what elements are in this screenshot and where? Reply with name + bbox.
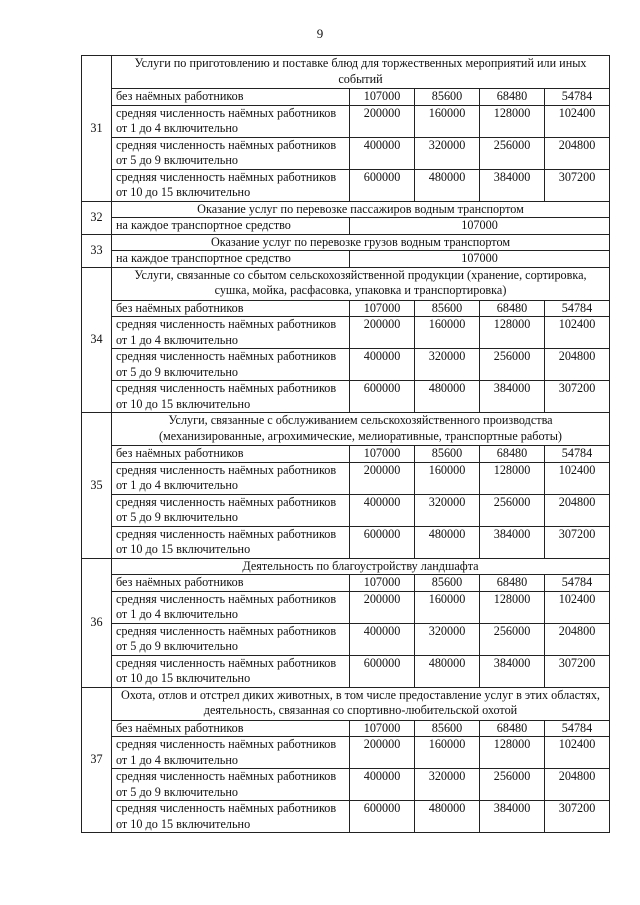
row-value: 160000 bbox=[415, 462, 480, 494]
row-value: 107000 bbox=[350, 720, 415, 737]
row-value: 85600 bbox=[415, 575, 480, 592]
row-value: 160000 bbox=[415, 105, 480, 137]
table-row bbox=[82, 169, 610, 201]
row-value: 307200 bbox=[545, 655, 610, 687]
table-row bbox=[82, 655, 610, 687]
row-value: 160000 bbox=[415, 737, 480, 769]
section-title: Оказание услуг по перевозке пассажиров водным транспортом bbox=[112, 201, 610, 218]
row-value: 68480 bbox=[480, 300, 545, 317]
row-value: 384000 bbox=[480, 526, 545, 558]
row-value: 68480 bbox=[480, 720, 545, 737]
row-value: 384000 bbox=[480, 169, 545, 201]
row-value: 400000 bbox=[350, 349, 415, 381]
table-row bbox=[82, 526, 610, 558]
row-value: 600000 bbox=[350, 169, 415, 201]
table-row bbox=[82, 737, 610, 769]
section-number: 33 bbox=[82, 234, 112, 267]
row-value: 54784 bbox=[545, 446, 610, 463]
row-label: средняя численность наёмных работников от 10 до 15 включительно bbox=[112, 381, 350, 413]
table-row bbox=[82, 801, 610, 833]
section-title-row bbox=[82, 558, 610, 575]
row-value: 200000 bbox=[350, 317, 415, 349]
row-value: 256000 bbox=[480, 769, 545, 801]
section-title-row bbox=[82, 201, 610, 218]
row-value: 320000 bbox=[415, 769, 480, 801]
row-label: средняя численность наёмных работников от 5 до 9 включительно bbox=[112, 769, 350, 801]
row-value: 68480 bbox=[480, 575, 545, 592]
row-value: 600000 bbox=[350, 655, 415, 687]
row-value: 320000 bbox=[415, 137, 480, 169]
table-row bbox=[82, 381, 610, 413]
row-label: средняя численность наёмных работников от 1 до 4 включительно bbox=[112, 105, 350, 137]
row-label: средняя численность наёмных работников от 5 до 9 включительно bbox=[112, 137, 350, 169]
section-title-row bbox=[82, 56, 610, 89]
row-value: 400000 bbox=[350, 623, 415, 655]
row-value: 307200 bbox=[545, 169, 610, 201]
section-title-row bbox=[82, 267, 610, 300]
row-value: 204800 bbox=[545, 494, 610, 526]
section-title: Оказание услуг по перевозке грузов водным транспортом bbox=[112, 234, 610, 251]
table-row bbox=[82, 462, 610, 494]
row-value: 480000 bbox=[415, 801, 480, 833]
table-row bbox=[82, 494, 610, 526]
row-value: 102400 bbox=[545, 317, 610, 349]
row-label: без наёмных работников bbox=[112, 720, 350, 737]
row-value: 68480 bbox=[480, 446, 545, 463]
row-value: 307200 bbox=[545, 381, 610, 413]
section-number: 31 bbox=[82, 56, 112, 202]
row-value: 307200 bbox=[545, 526, 610, 558]
table-row bbox=[82, 446, 610, 463]
row-value: 107000 bbox=[350, 300, 415, 317]
row-value: 600000 bbox=[350, 526, 415, 558]
row-value: 256000 bbox=[480, 623, 545, 655]
table-row bbox=[82, 623, 610, 655]
row-value: 320000 bbox=[415, 623, 480, 655]
row-label: средняя численность наёмных работников от 10 до 15 включительно bbox=[112, 655, 350, 687]
row-value: 384000 bbox=[480, 381, 545, 413]
row-value: 600000 bbox=[350, 381, 415, 413]
row-value: 320000 bbox=[415, 494, 480, 526]
row-label: средняя численность наёмных работников от 1 до 4 включительно bbox=[112, 591, 350, 623]
section-number: 32 bbox=[82, 201, 112, 234]
row-label: средняя численность наёмных работников от 1 до 4 включительно bbox=[112, 737, 350, 769]
row-value: 107000 bbox=[350, 251, 610, 268]
row-label: средняя численность наёмных работников от 10 до 15 включительно bbox=[112, 801, 350, 833]
row-value: 256000 bbox=[480, 494, 545, 526]
row-value: 160000 bbox=[415, 591, 480, 623]
row-label: на каждое транспортное средство bbox=[112, 251, 350, 268]
table-row bbox=[82, 300, 610, 317]
row-value: 480000 bbox=[415, 526, 480, 558]
table-row bbox=[82, 218, 610, 235]
row-value: 160000 bbox=[415, 317, 480, 349]
row-label: без наёмных работников bbox=[112, 446, 350, 463]
row-value: 85600 bbox=[415, 446, 480, 463]
row-label: средняя численность наёмных работников от 5 до 9 включительно bbox=[112, 623, 350, 655]
row-value: 480000 bbox=[415, 381, 480, 413]
table-row bbox=[82, 349, 610, 381]
section-title-row bbox=[82, 413, 610, 446]
row-value: 107000 bbox=[350, 218, 610, 235]
row-label: на каждое транспортное средство bbox=[112, 218, 350, 235]
row-value: 204800 bbox=[545, 349, 610, 381]
row-value: 204800 bbox=[545, 623, 610, 655]
row-value: 128000 bbox=[480, 462, 545, 494]
table-row bbox=[82, 89, 610, 106]
row-value: 384000 bbox=[480, 655, 545, 687]
table-row bbox=[82, 251, 610, 268]
row-value: 102400 bbox=[545, 105, 610, 137]
row-value: 102400 bbox=[545, 737, 610, 769]
section-title: Услуги по приготовлению и поставке блюд для торжественных мероприятий или иных событий bbox=[112, 56, 610, 89]
table-row bbox=[82, 317, 610, 349]
row-value: 480000 bbox=[415, 655, 480, 687]
section-number: 35 bbox=[82, 413, 112, 559]
row-value: 128000 bbox=[480, 317, 545, 349]
table-row bbox=[82, 137, 610, 169]
row-value: 400000 bbox=[350, 494, 415, 526]
row-value: 200000 bbox=[350, 462, 415, 494]
row-label: средняя численность наёмных работников от 10 до 15 включительно bbox=[112, 169, 350, 201]
row-value: 480000 bbox=[415, 169, 480, 201]
row-value: 68480 bbox=[480, 89, 545, 106]
row-value: 200000 bbox=[350, 591, 415, 623]
row-label: без наёмных работников bbox=[112, 89, 350, 106]
row-value: 107000 bbox=[350, 575, 415, 592]
section-title: Услуги, связанные с обслуживанием сельскохозяйственного производства (механизированные, агрохимические, мелиоративные, транспортные работы) bbox=[112, 413, 610, 446]
row-value: 107000 bbox=[350, 446, 415, 463]
row-value: 85600 bbox=[415, 300, 480, 317]
section-number: 34 bbox=[82, 267, 112, 413]
section-title: Деятельность по благоустройству ландшафта bbox=[112, 558, 610, 575]
table-row bbox=[82, 575, 610, 592]
section-title-row bbox=[82, 687, 610, 720]
row-value: 204800 bbox=[545, 769, 610, 801]
row-label: без наёмных работников bbox=[112, 300, 350, 317]
section-number: 37 bbox=[82, 687, 112, 833]
row-value: 307200 bbox=[545, 801, 610, 833]
tariff-table bbox=[81, 55, 610, 833]
row-value: 54784 bbox=[545, 720, 610, 737]
page-number: 9 bbox=[316, 26, 324, 41]
row-value: 600000 bbox=[350, 801, 415, 833]
row-label: без наёмных работников bbox=[112, 575, 350, 592]
row-value: 128000 bbox=[480, 105, 545, 137]
row-value: 54784 bbox=[545, 575, 610, 592]
row-label: средняя численность наёмных работников от 5 до 9 включительно bbox=[112, 494, 350, 526]
table-row bbox=[82, 591, 610, 623]
row-value: 200000 bbox=[350, 737, 415, 769]
row-value: 54784 bbox=[545, 89, 610, 106]
row-value: 400000 bbox=[350, 769, 415, 801]
row-value: 200000 bbox=[350, 105, 415, 137]
row-value: 320000 bbox=[415, 349, 480, 381]
row-value: 256000 bbox=[480, 349, 545, 381]
row-value: 128000 bbox=[480, 591, 545, 623]
row-value: 54784 bbox=[545, 300, 610, 317]
table-row bbox=[82, 720, 610, 737]
section-number: 36 bbox=[82, 558, 112, 687]
table-row bbox=[82, 105, 610, 137]
row-label: средняя численность наёмных работников от 1 до 4 включительно bbox=[112, 317, 350, 349]
row-label: средняя численность наёмных работников от 1 до 4 включительно bbox=[112, 462, 350, 494]
row-value: 85600 bbox=[415, 720, 480, 737]
row-value: 85600 bbox=[415, 89, 480, 106]
row-label: средняя численность наёмных работников от 10 до 15 включительно bbox=[112, 526, 350, 558]
row-value: 102400 bbox=[545, 591, 610, 623]
row-value: 102400 bbox=[545, 462, 610, 494]
row-value: 107000 bbox=[350, 89, 415, 106]
row-value: 384000 bbox=[480, 801, 545, 833]
section-title-row bbox=[82, 234, 610, 251]
section-title: Услуги, связанные со сбытом сельскохозяйственной продукции (хранение, сортировка, сушка, мойка, расфасовка, упаковка и транспортировка) bbox=[112, 267, 610, 300]
row-label: средняя численность наёмных работников от 5 до 9 включительно bbox=[112, 349, 350, 381]
row-value: 400000 bbox=[350, 137, 415, 169]
table-row bbox=[82, 769, 610, 801]
section-title: Охота, отлов и отстрел диких животных, в том числе предоставление услуг в этих областях, деятельность, связанная со спортивно-любительской охотой bbox=[112, 687, 610, 720]
row-value: 204800 bbox=[545, 137, 610, 169]
row-value: 128000 bbox=[480, 737, 545, 769]
row-value: 256000 bbox=[480, 137, 545, 169]
